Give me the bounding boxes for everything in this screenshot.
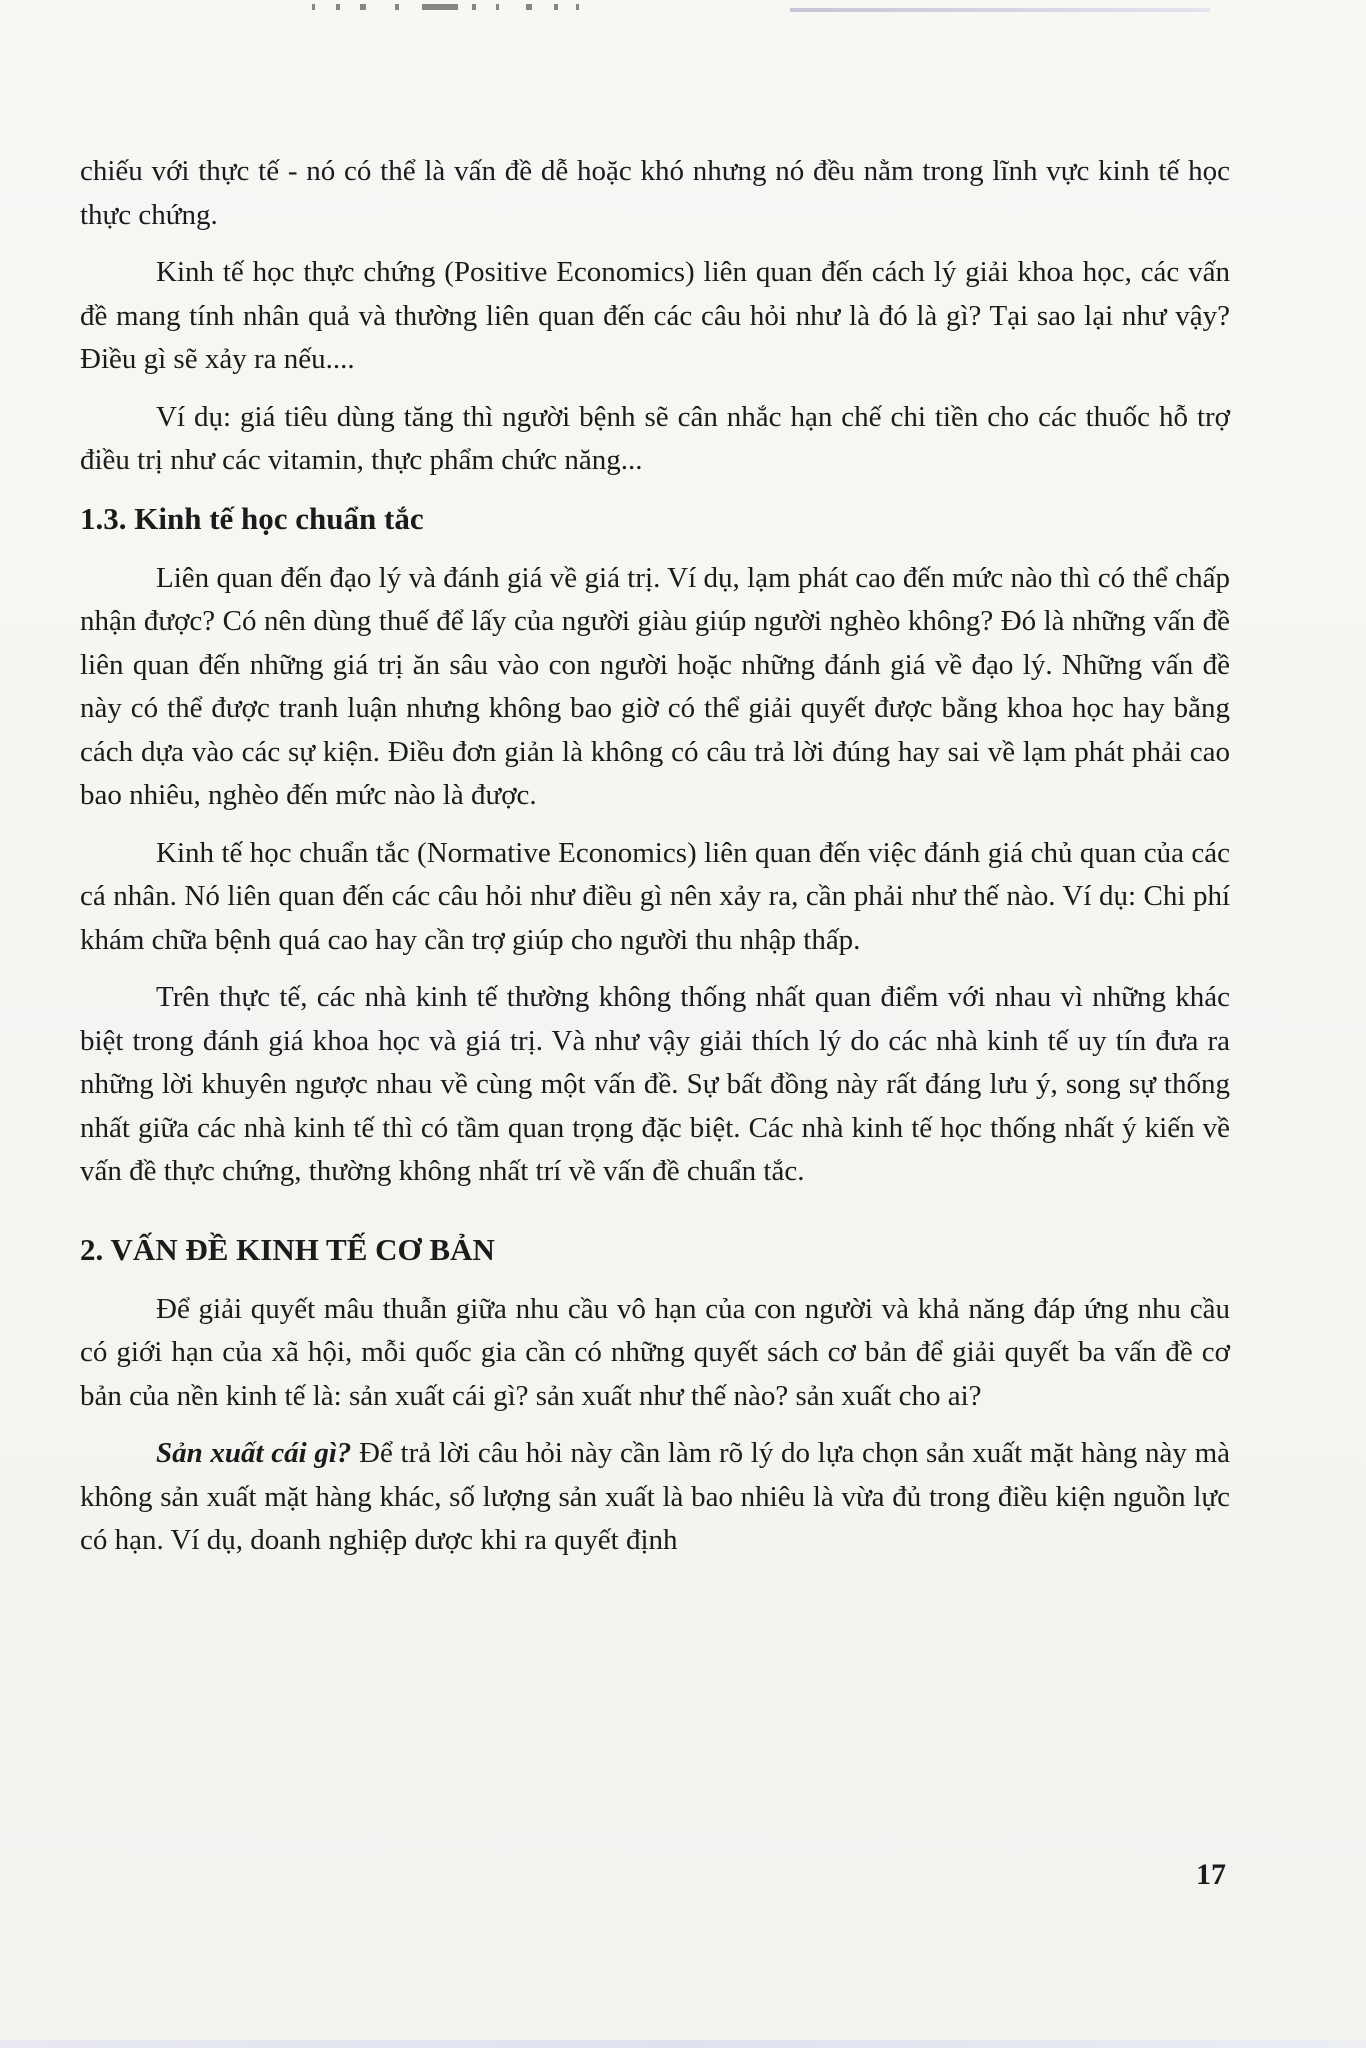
scan-artifact-bottom bbox=[0, 2040, 1366, 2048]
paragraph-basic-problems: Để giải quyết mâu thuẫn giữa nhu cầu vô hạn của con người và khả năng đáp ứng nhu cầu có giới hạn của xã hội, mỗi quốc gia cần có những quyết sách cơ bản để giải quyết ba vấn đề cơ bản của nền kinh tế là: sản xuất cái gì? sản xuất như thế nào? sản xuất cho ai? bbox=[80, 1292, 1230, 1412]
paragraph-economists-disagree: Trên thực tế, các nhà kinh tế thường không thống nhất quan điểm với nhau vì những khác biệt trong đánh giá khoa học và giá trị. Và như vậy giải thích lý do các nhà kinh tế uy tín đưa ra những lời khuyên ngược nhau về cùng một vấn đề. Sự bất đồng này rất đáng lưu ý, song sự thống nhất giữa các nhà kinh tế thì có tầm quan trọng đặc biệt. Các nhà kinh tế học thống nhất ý kiến về vấn đề thực chứng, thường không nhất trí về vấn đề chuẩn tắc. bbox=[80, 981, 1230, 1187]
scan-artifact-top bbox=[300, 0, 620, 14]
section-heading-1-3: 1.3. Kinh tế học chuẩn tắc bbox=[80, 500, 424, 536]
paragraph-normative-intro: Liên quan đến đạo lý và đánh giá về giá trị. Ví dụ, lạm phát cao đến mức nào thì có thể chấp nhận được? Có nên dùng thuế để lấy của người giàu giúp người nghèo không? Đó là những vấn đề liên quan đến những giá trị ăn sâu vào con người hoặc những đánh giá về đạo lý. Những vấn đề này có thể được tranh luận nhưng không bao giờ có thể giải quyết được bằng khoa học hay bằng cách dựa vào các sự kiện. Điều đơn giản là không có câu trả lời đúng hay sai về lạm phát phải cao bao nhiêu, nghèo đến mức nào là được. bbox=[80, 561, 1230, 811]
paragraph-what-to-produce bbox=[80, 1432, 1230, 1563]
paragraph-what-to-produce-text: Để trả lời câu hỏi này cần làm rõ lý do lựa chọn sản xuất mặt hàng này mà không sản xuất mặt hàng khác, số lượng sản xuất là bao nhiêu là vừa đủ trong điều kiện nguồn lực có hạn. Ví dụ, doanh nghiệp dược khi ra quyết định bbox=[80, 1437, 1230, 1556]
scan-artifact-bar bbox=[790, 8, 1210, 12]
page-content bbox=[80, 150, 1230, 1577]
paragraph-positive-economics: Kinh tế học thực chứng (Positive Economics) liên quan đến cách lý giải khoa học, các vấn đề mang tính nhân quả và thường liên quan đến các câu hỏi như là đó là gì? Tại sao lại như vậy? Điều gì sẽ xảy ra nếu.... bbox=[80, 256, 1230, 375]
section-heading-2: 2. VẤN ĐỀ KINH TẾ CƠ BẢN bbox=[80, 1231, 495, 1267]
paragraph-continuation: chiếu với thực tế - nó có thể là vấn đề dễ hoặc khó nhưng nó đều nằm trong lĩnh vực kinh tế học thực chứng. bbox=[80, 155, 1230, 231]
paragraph-normative-economics: Kinh tế học chuẩn tắc (Normative Economics) liên quan đến việc đánh giá chủ quan của các cá nhân. Nó liên quan đến các câu hỏi như điều gì nên xảy ra, cần phải như thế nào. Ví dụ: Chi phí khám chữa bệnh quá cao hay cần trợ giúp cho người thu nhập thấp. bbox=[80, 836, 1230, 956]
page-number: 17 bbox=[1196, 1858, 1226, 1891]
paragraph-example-positive: Ví dụ: giá tiêu dùng tăng thì người bệnh sẽ cân nhắc hạn chế chi tiền cho các thuốc hỗ trợ điều trị như các vitamin, thực phẩm chức năng... bbox=[80, 400, 1230, 476]
question-what-to-produce: Sản xuất cái gì? bbox=[156, 1437, 352, 1469]
